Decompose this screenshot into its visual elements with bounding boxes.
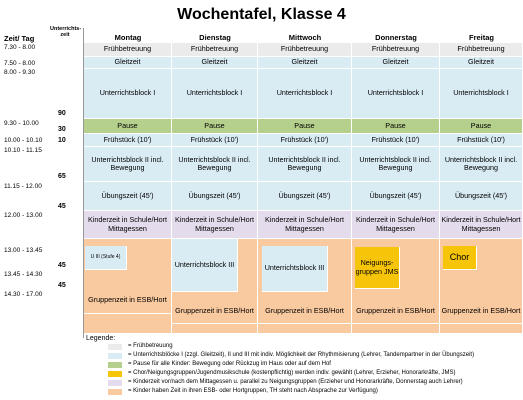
cell-uebungszeit: Übungszeit (45') [84, 182, 172, 211]
cell-gruppenzeit: Gruppenzeit in ESB/Hort [258, 300, 352, 324]
legend-text: = Chor/Neigungsgruppen/Jugendmusikschule (kostenpflichtig) werden indiv. gewählt (Lehrer, Erzieher, Honorarkräfte, JMS) [128, 370, 456, 376]
cell-u3: U III (Stufe 4) [85, 246, 127, 270]
cell-uebungszeit: Übungszeit (45') [352, 182, 440, 211]
header-day-freitag: Freitag [468, 33, 494, 42]
time-label: 10.10 - 11.15 [4, 147, 42, 154]
cell-uebungszeit: Übungszeit (45') [440, 182, 523, 211]
legend-text: = Kinderzeit vor/nach dem Mittagessen u. parallel zu Neigungsgruppen (Erzieher und Honorarkräfte, Donnerstag auch Lehrer) [128, 379, 463, 385]
cell-gleitzeit: Gleitzeit [172, 57, 258, 69]
cell-gleitzeit: Gleitzeit [258, 57, 352, 69]
header-day-mittwoch: Mittwoch [288, 33, 322, 42]
header-unterrichtszeit: Unterrichts- zeit [50, 26, 82, 38]
cell-gruppenzeit: Gruppenzeit in ESB/Hort [440, 300, 523, 324]
time-label: 10.00 - 10.10 [4, 137, 43, 144]
duration-label: 65 [58, 173, 66, 180]
cell-kinderzeit: Kinderzeit in Schule/Hort Mittagessen [84, 211, 172, 239]
cell-unterrichtsblock-1: Unterrichtsblock I [258, 69, 352, 119]
duration-label: 10 [58, 137, 66, 144]
cell-unterrichtsblock-1: Unterrichtsblock I [352, 69, 440, 119]
cell-fruehbetreuung: Frühbetreuung [258, 43, 352, 57]
legend-text: = Pause für alle Kinder: Bewegung oder Rückzug im Haus oder auf dem Hof [128, 361, 331, 367]
cell-fruehstueck: Frühstück (10') [352, 134, 440, 147]
cell-kinderzeit: Kinderzeit in Schule/Hort Mittagessen [352, 211, 440, 239]
legend-swatch [108, 380, 122, 386]
cell-fruehstueck: Frühstück (10') [440, 134, 523, 147]
legend-text: = Frühbetreuung [128, 343, 173, 349]
cell-fruehstueck: Frühstück (10') [84, 134, 172, 147]
cell-unterrichtsblock-3: Unterrichtsblock III [172, 239, 238, 292]
header-day-donnerstag: Donnerstag [375, 33, 417, 42]
cell-fruehbetreuung: Frühbetreuung [352, 43, 440, 57]
cell-uebungszeit: Übungszeit (45') [258, 182, 352, 211]
cell-gleitzeit: Gleitzeit [84, 57, 172, 69]
cell-kinderzeit: Kinderzeit in Schule/Hort Mittagessen [172, 211, 258, 239]
duration-label: 45 [58, 282, 66, 289]
time-label: 13.00 - 13.45 [4, 247, 43, 254]
duration-label: 45 [58, 203, 66, 210]
cell-fruehstueck: Frühstück (10') [258, 134, 352, 147]
cell-neigungsgruppen: Neigungs-gruppen JMS [355, 247, 400, 289]
cell-gleitzeit: Gleitzeit [352, 57, 440, 69]
cell-fruehbetreuung: Frühbetreuung [172, 43, 258, 57]
cell-unterrichtsblock-1: Unterrichtsblock I [172, 69, 258, 119]
legend-swatch [108, 353, 122, 359]
page-title: Wochentafel, Klasse 4 [177, 6, 346, 23]
cell-pause: Pause [352, 119, 440, 134]
time-label: 9.30 - 10.00 [4, 120, 39, 127]
time-label: 11.15 - 12.00 [4, 183, 42, 190]
duration-label: 45 [58, 262, 66, 269]
header-day-montag: Montag [114, 33, 142, 42]
legend-swatch [108, 371, 122, 377]
cell-fruehstueck: Frühstück (10') [172, 134, 258, 147]
legend-text: = Unterrichtsblöcke I (zzgl. Gleitzeit), II und III mit indiv. Möglichkeit der Rhythmisierung (Lehrer, Tandempartner in der Übungszeit) [128, 352, 475, 358]
cell-unterrichtsblock-2: Unterrichtsblock II incl. Bewegung [84, 147, 172, 182]
header-zeit-tag: Zeit/ Tag [4, 34, 35, 43]
legend-title: Legende: [86, 335, 116, 342]
cell-unterrichtsblock-1: Unterrichtsblock I [84, 69, 172, 119]
time-label: 7.50 - 8.00 [4, 60, 36, 67]
time-label: 14.30 - 17.00 [4, 291, 43, 298]
cell-gleitzeit: Gleitzeit [440, 57, 523, 69]
legend-swatch [108, 362, 122, 368]
cell-kinderzeit: Kinderzeit in Schule/Hort Mittagessen [258, 211, 352, 239]
legend-swatch [108, 344, 122, 350]
cell-unterrichtsblock-2: Unterrichtsblock II incl. Bewegung [258, 147, 352, 182]
cell-gruppenzeit: Gruppenzeit in ESB/Hort [84, 288, 172, 314]
cell-pause: Pause [258, 119, 352, 134]
time-label: 12.00 - 13.00 [4, 212, 43, 219]
cell-chor: Chor [443, 246, 477, 270]
cell-unterrichtsblock-2: Unterrichtsblock II incl. Bewegung [172, 147, 258, 182]
time-label: 7.30 - 8.00 [4, 44, 36, 51]
cell-pause: Pause [440, 119, 523, 134]
cell-unterrichtsblock-3: Unterrichtsblock III [262, 246, 328, 292]
cell-fruehbetreuung: Frühbetreuung [440, 43, 523, 57]
time-label: 13.45 - 14.30 [4, 271, 43, 278]
legend-swatch [108, 389, 122, 395]
duration-label: 30 [58, 126, 66, 133]
time-label: 8.00 - 9.30 [4, 69, 36, 76]
cell-fruehbetreuung: Frühbetreuung [84, 43, 172, 57]
cell-unterrichtsblock-2: Unterrichtsblock II incl. Bewegung [440, 147, 523, 182]
legend-text: = Kinder haben Zeit in ihren ESB- oder Hortgruppen, TH steht nach Absprache zur Verfügung) [128, 388, 378, 394]
cell-uebungszeit: Übungszeit (45') [172, 182, 258, 211]
cell-pause: Pause [84, 119, 172, 134]
cell-gruppenzeit: Gruppenzeit in ESB/Hort [352, 300, 440, 324]
cell-pause: Pause [172, 119, 258, 134]
cell-kinderzeit: Kinderzeit in Schule/Hort Mittagessen [440, 211, 523, 239]
cell-unterrichtsblock-2: Unterrichtsblock II incl. Bewegung [352, 147, 440, 182]
cell-unterrichtsblock-1: Unterrichtsblock I [440, 69, 523, 119]
header-day-dienstag: Dienstag [199, 33, 231, 42]
duration-label: 90 [58, 110, 66, 117]
cell-gruppenzeit: Gruppenzeit in ESB/Hort [172, 300, 258, 324]
